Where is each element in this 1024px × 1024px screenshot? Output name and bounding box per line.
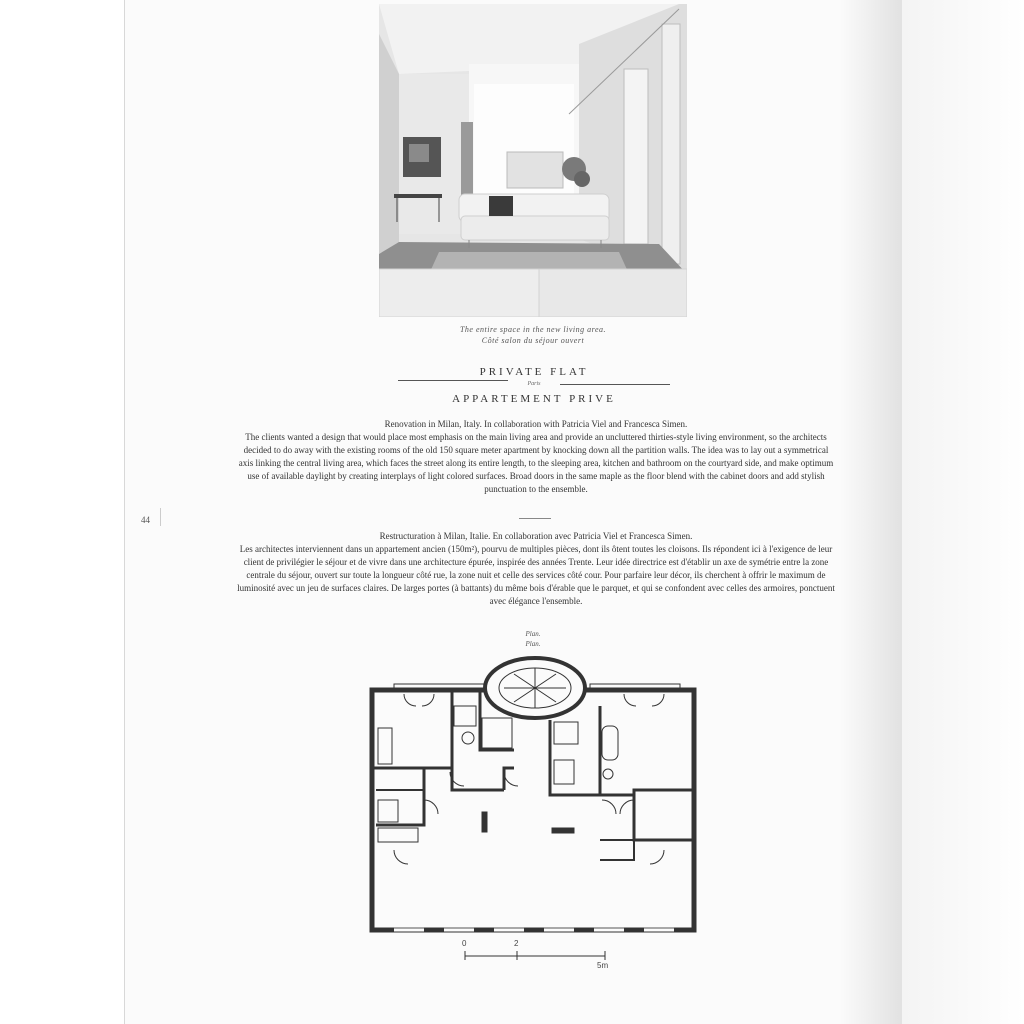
title-french: APPARTEMENT PRIVE xyxy=(452,393,616,405)
photo-caption-fr: Côté salon du séjour ouvert xyxy=(481,336,585,345)
paragraph-french xyxy=(236,530,836,608)
plan-label-en: Plan. xyxy=(525,630,541,638)
title-location: Paris xyxy=(527,381,541,387)
paragraph-english-lead: Renovation in Milan, Italy. In collaboration with Patricia Viel and Francesca Simen. xyxy=(384,419,688,429)
photo-caption-en: The entire space in the new living area. xyxy=(459,325,607,334)
page-number: 44 xyxy=(141,515,150,525)
floor-plan xyxy=(364,650,704,940)
paragraph-english xyxy=(236,418,836,496)
scale-label-0: 0 xyxy=(462,939,467,948)
title-english: PRIVATE FLAT xyxy=(479,366,589,378)
paragraph-divider xyxy=(519,518,551,519)
paragraph-french-body: Les architectes interviennent dans un appartement ancien (150m²), pourvu de multiples pièces, dont ils ôtent toutes les cloisons. Ils répondent ici à l'exigence de leur client de privilégier le séjour et de vivre dans une architecture épurée, inspirée des années Trente. Leur idée directrice est d'établir un axe de symétrie entre la zone centrale du séjour, ouvert sur toute la longueur côté rue, la zone nuit et celle des services côté cour. Pour parfaire leur décor, ils cherchent à offrir le maximum de luminosité avec un jeu de surfaces claires. De larges portes (à battants) du même bois d'érable que le parquet, et qui se confondent avec celles des armoires, ponctuent avec élégance l'ensemble. xyxy=(237,544,835,606)
page-number-tick xyxy=(160,508,161,526)
page-edge xyxy=(902,0,1024,1024)
interior-photo xyxy=(379,4,687,317)
plan-label-fr: Plan. xyxy=(525,640,541,648)
paragraph-english-body: The clients wanted a design that would place most emphasis on the main living area and provide an uncluttered thirties-style living environment, so the architects decided to do away with the existing rooms of the old 150 square meter apartment by knocking down all the partition walls. The idea was to lay out a symmetrical axis linking the central living area, which faces the street along its entire length, to the sleeping area, kitchen and bathroom on the courtyard side, and make optimum use of available daylight by creating interplays of light colored surfaces. Broad doors in the same maple as the floor blend with the cabinet doors and add stylish punctuation to the ensemble. xyxy=(238,432,834,494)
scale-label-2: 2 xyxy=(514,939,519,948)
floor-plan-drawing xyxy=(364,650,704,940)
living-room-photo-illustration xyxy=(379,4,687,317)
scale-label-5m: 5m xyxy=(597,961,609,970)
heading-rule-right xyxy=(560,384,670,385)
page-gutter-shadow xyxy=(840,0,902,1024)
paragraph-french-lead: Restructuration à Milan, Italie. En collaboration avec Patricia Viel et Francesca Simen. xyxy=(379,531,693,541)
